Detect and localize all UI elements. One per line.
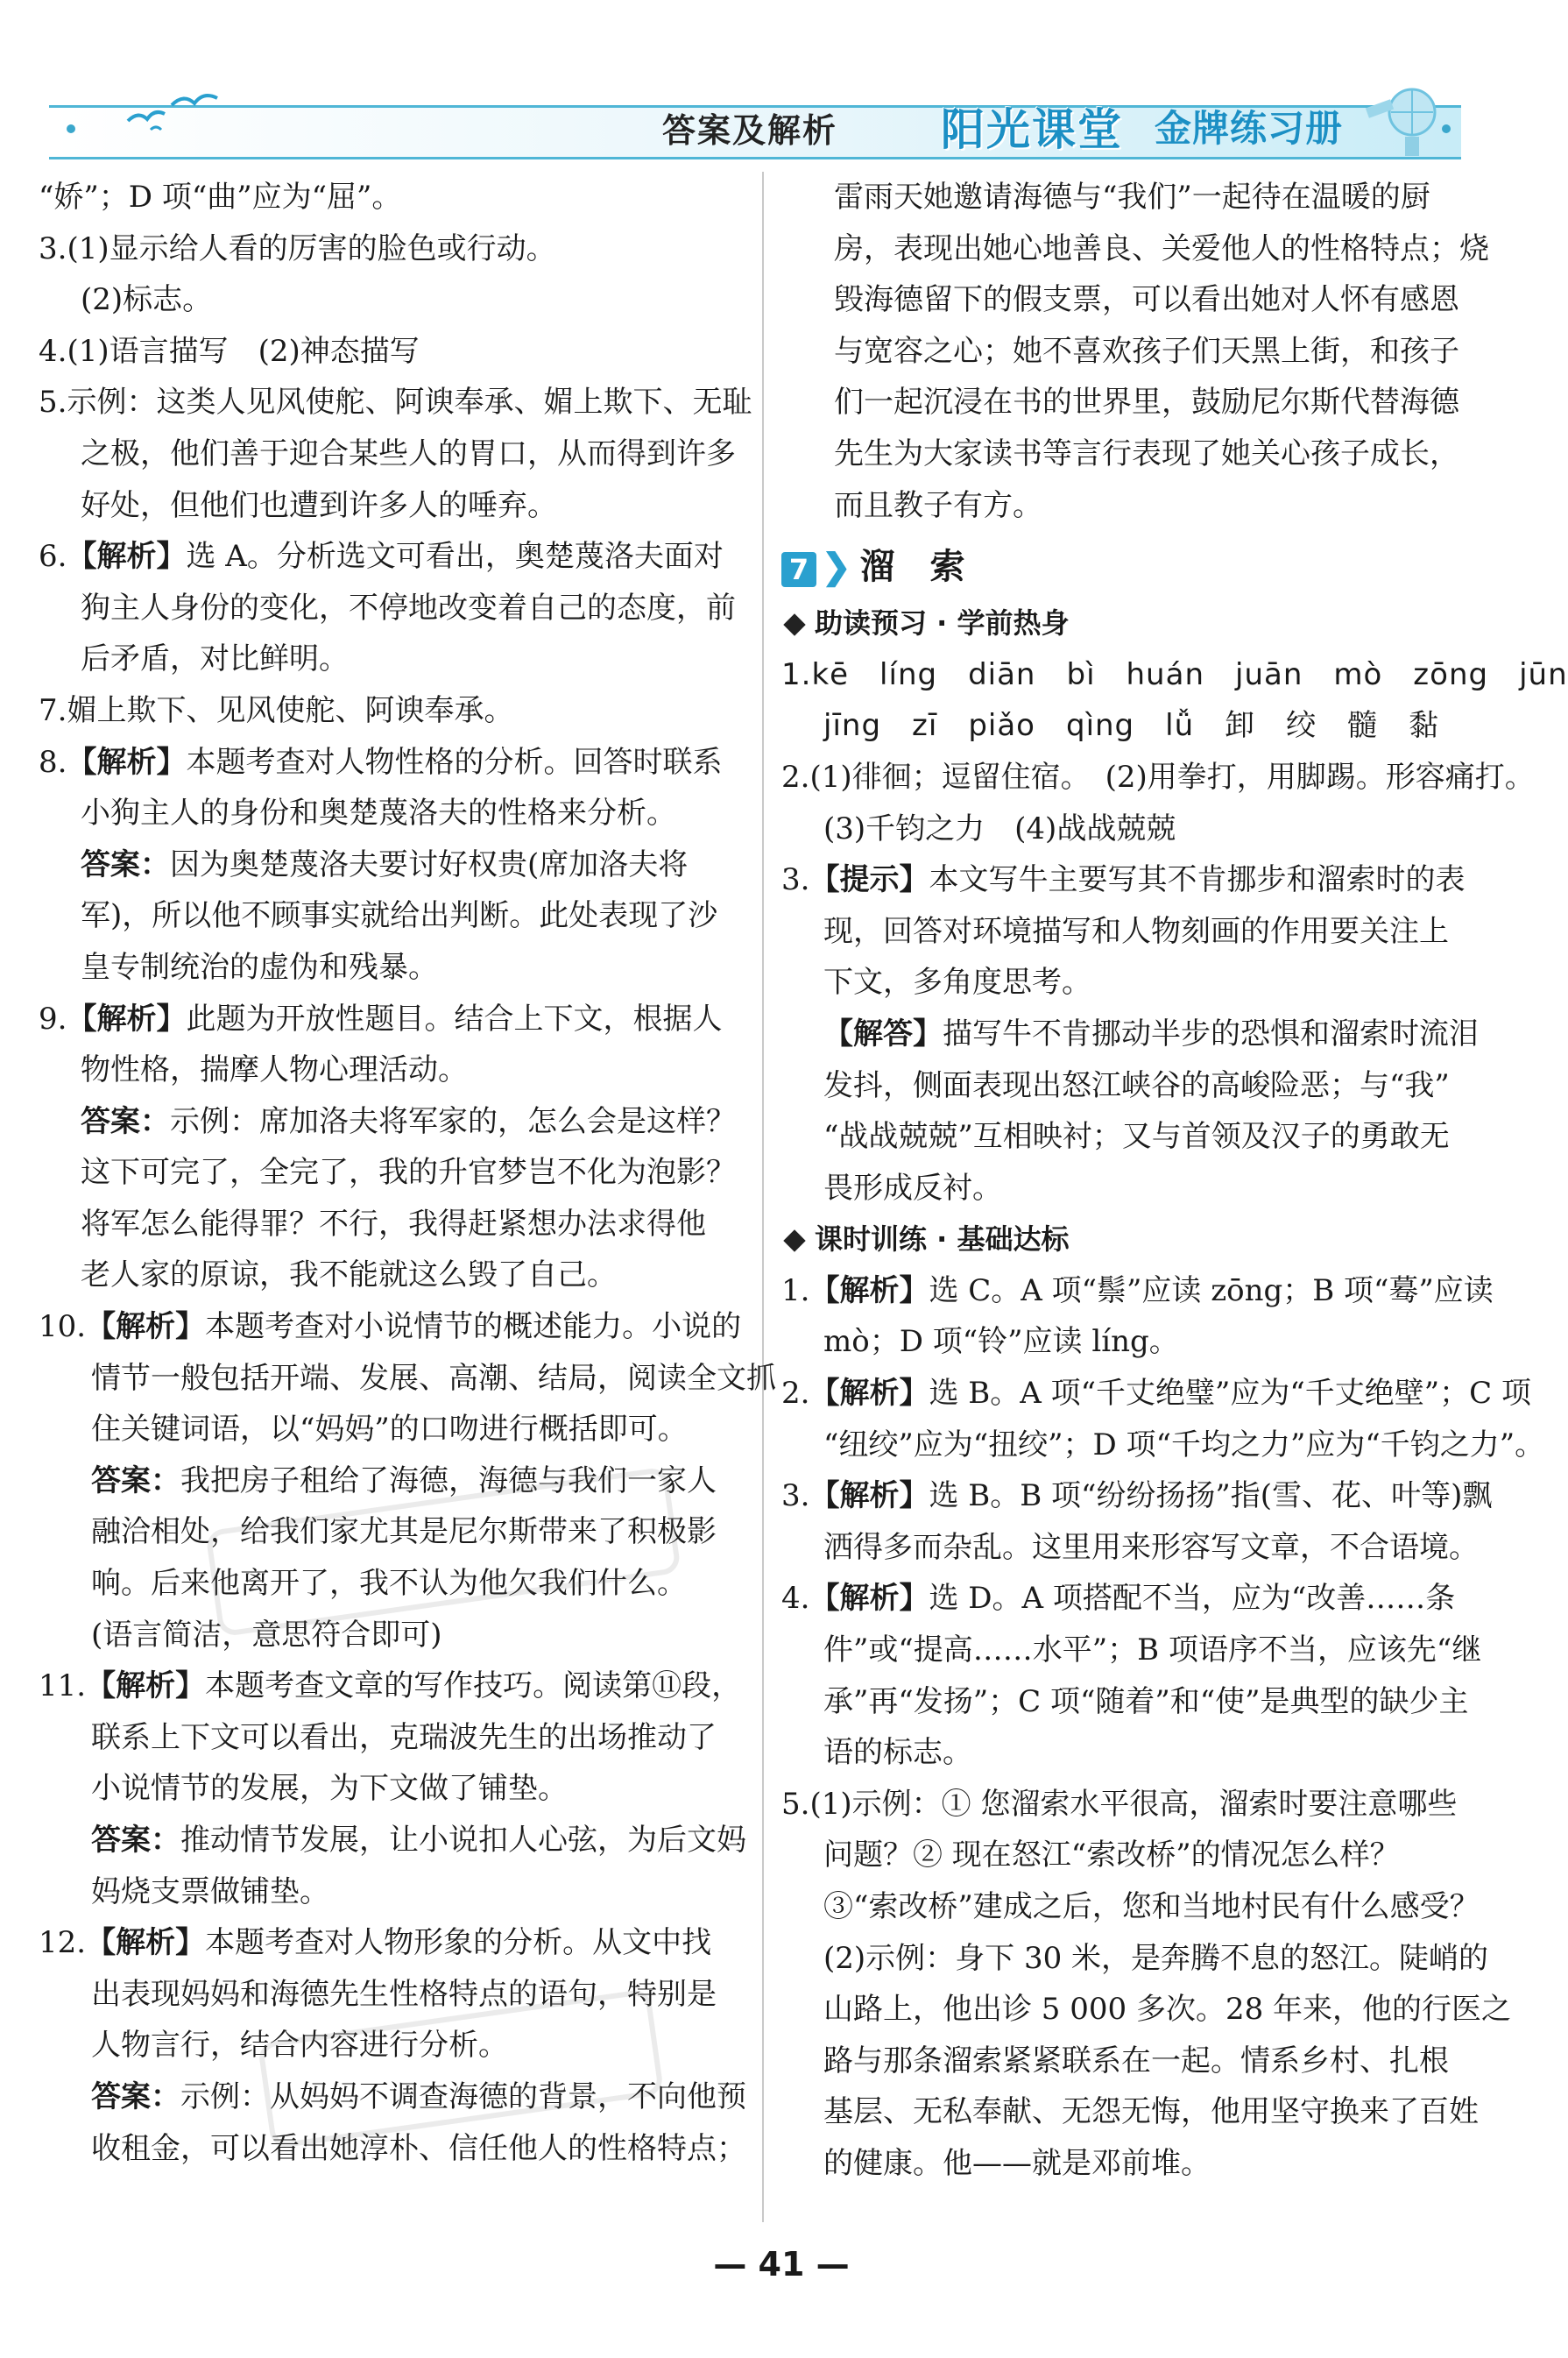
answer-line: 毁海德留下的假支票，可以看出她对人怀有感恩 (834, 282, 1459, 318)
answer-line: 人物言行，结合内容进行分析。 (91, 2028, 508, 2064)
answer-line: 洒得多而杂乱。这里用来形容写文章，不合语境。 (823, 1529, 1479, 1565)
answer-line: 妈烧支票做铺垫。 (91, 1873, 329, 1909)
answer-line: 收租金，可以看出她淳朴、信任他人的性格特点； (91, 2130, 746, 2166)
answer-line: 7.媚上欺下、见风使舵、阿谀奉承。 (39, 692, 514, 728)
answer-line: 的健康。他——就是邓前堆。 (823, 2145, 1211, 2181)
answer-tag: 【解析】 (809, 1272, 929, 1308)
answer-line: 1.kē líng diān bì huán juān mò zōng jūn (781, 656, 1568, 692)
answer-line: 基层、无私奉献、无怨无悔，他用坚守换来了百姓 (823, 2094, 1479, 2130)
answer-line: 10.【解析】本题考查对小说情节的概述能力。小说的 (39, 1309, 742, 1345)
answer-line: (2)示例：身下 30 米，是奔腾不息的怒江。陡峭的 (823, 1940, 1489, 1976)
answer-line: 雷雨天她邀请海德与“我们”一起待在温暖的厨 (834, 180, 1430, 215)
answer-line: 4.【解析】选 D。A 项搭配不当，应为“改善……条 (781, 1581, 1456, 1617)
answer-line: ③“索改桥”建成之后，您和当地村民有什么感受？ (823, 1889, 1480, 1924)
answer-line: “娇”；D 项“曲”应为“屈”。 (39, 180, 402, 215)
answer-tag: 答案： (81, 846, 170, 882)
answer-line: 答案：我把房子租给了海德，海德与我们一家人 (91, 1462, 717, 1498)
answer-tag: 【解析】 (86, 1668, 206, 1704)
answer-tag: 【解析】 (67, 1001, 187, 1037)
answer-line: 2.【解析】选 B。A 项“千丈绝璧”应为“千丈绝壁”；C 项 (781, 1376, 1531, 1412)
answer-line: 先生为大家读书等言行表现了她关心孩子成长， (834, 435, 1459, 471)
answer-line: 现，回答对环境描写和人物刻画的作用要关注上 (823, 913, 1449, 949)
answer-line: 承”再“发扬”；C 项“随着”和“使”是典型的缺少主 (823, 1683, 1469, 1719)
answer-line: 6.【解析】选 A。分析选文可看出，奥楚蔑洛夫面对 (39, 539, 724, 575)
header-brand: 阳光课堂 (941, 104, 1123, 155)
answer-line: 12.【解析】本题考查对人物形象的分析。从文中找 (39, 1925, 712, 1961)
section-number: 7 (781, 552, 816, 587)
answer-line: 答案：示例：从妈妈不调查海德的背景，不向他预 (91, 2078, 746, 2114)
answer-line: 1.【解析】选 C。A 项“鬃”应读 zōng；B 项“蓦”应读 (781, 1272, 1494, 1308)
answer-line: 将军怎么能得罪？不行，我得赶紧想办法求得他 (81, 1206, 706, 1242)
answer-line: 发抖，侧面表现出怒江峡谷的高峻险恶；与“我” (823, 1067, 1450, 1103)
answer-line: 4.(1)语言描写 (2)神态描写 (39, 333, 420, 369)
answer-line: 融洽相处，给我们家尤其是尼尔斯带来了积极影 (91, 1514, 717, 1550)
answer-line: 路与那条溜索紧紧联系在一起。情系乡村、扎根 (823, 2043, 1449, 2078)
answer-line: 物性格，揣摩人物心理活动。 (81, 1052, 468, 1088)
answer-line: 3.【提示】本文写牛主要写其不肯挪步和溜索时的表 (781, 862, 1466, 898)
answer-line: 老人家的原谅，我不能就这么毁了自己。 (81, 1257, 617, 1293)
answer-line: jīng zī piǎo qìng lǚ 卸 绞 髓 黏 (823, 708, 1440, 744)
answer-line: 件”或“提高……水平”；B 项语序不当，应该先“继 (823, 1632, 1482, 1668)
answer-line: 出表现妈妈和海德先生性格特点的语句，特别是 (91, 1976, 717, 2012)
answer-line: 情节一般包括开端、发展、高潮、结局，阅读全文抓 (91, 1360, 776, 1396)
answer-tag: 【解析】 (86, 1309, 206, 1345)
answer-line: (3)千钧之力 (4)战战兢兢 (823, 811, 1176, 846)
column-divider (762, 172, 764, 2222)
answer-line: 与宽容之心；她不喜欢孩子们天黑上街，和孩子 (834, 333, 1459, 369)
left-column (39, 172, 776, 2174)
header-title: 答案及解析 (662, 111, 838, 150)
answer-line: 好处，但他们也遭到许多人的唾弃。 (81, 487, 557, 523)
chevron-right-icon: ❯ (822, 546, 851, 588)
answer-tag: 【解答】 (823, 1016, 943, 1052)
answer-tag: 【解析】 (67, 539, 187, 575)
header-subtitle: 金牌练习册 (1155, 107, 1344, 150)
answer-tag: 答案： (91, 1823, 180, 1858)
answer-tag: 【解析】 (809, 1376, 929, 1412)
answer-line: 2.(1)徘徊；逗留住宿。 (2)用拳打，用脚踢。形容痛打。 (781, 759, 1535, 795)
answer-line: mò；D 项“铃”应读 líng。 (823, 1324, 1179, 1360)
right-column (781, 172, 1568, 2190)
answer-line: 9.【解析】此题为开放性题目。结合上下文，根据人 (39, 1001, 723, 1037)
sub-heading-text: 课时训练 · 基础达标 (815, 1222, 1070, 1257)
answer-line: 房，表现出她心地善良、关爱他人的性格特点；烧 (834, 230, 1489, 266)
answer-tag: 答案： (91, 1462, 180, 1498)
answer-line: 11.【解析】本题考查文章的写作技巧。阅读第⑪段， (39, 1668, 742, 1704)
answer-line: “战战兢兢”互相映衬；又与首领及汉子的勇敢无 (823, 1119, 1450, 1155)
birds-icon (119, 86, 233, 138)
answer-tag: 答案： (81, 1103, 170, 1139)
sub-heading-text: 助读预习 · 学前热身 (815, 606, 1070, 641)
answer-line: 5.示例：这类人见风使舵、阿谀奉承、媚上欺下、无耻 (39, 385, 752, 421)
answer-line: 小说情节的发展，为下文做了铺垫。 (91, 1771, 568, 1807)
answer-line: 联系上下文可以看出，克瑞波先生的出场推动了 (91, 1719, 717, 1755)
sub-heading (781, 598, 1465, 649)
page-header (49, 86, 1461, 161)
answer-line: 响。后来他离开了，我不认为他欠我们什么。 (91, 1566, 687, 1602)
globe-telescope-icon (1354, 86, 1451, 161)
answer-line: 语的标志。 (823, 1735, 972, 1771)
diamond-icon (783, 613, 805, 635)
sub-heading (781, 1214, 1465, 1265)
answer-line: 之极，他们善于迎合某些人的胃口，从而得到许多 (81, 435, 736, 471)
answer-line: 军)，所以他不顾事实就给出判断。此处表现了沙 (81, 898, 718, 934)
answer-tag: 【解析】 (809, 1478, 929, 1514)
answer-line: 后矛盾，对比鲜明。 (81, 641, 349, 677)
answer-line: “纽绞”应为“扭绞”；D 项“千均之力”应为“千钧之力”。 (823, 1427, 1545, 1462)
answer-line: 这下可完了，全完了，我的升官梦岂不化为泡影？ (81, 1155, 736, 1191)
answer-tag: 【提示】 (809, 862, 929, 898)
answer-line: (2)标志。 (81, 282, 213, 318)
page-number: — 41 — (713, 2245, 850, 2284)
answer-tag: 答案： (91, 2078, 180, 2114)
answer-line: 住关键词语，以“妈妈”的口吻进行概括即可。 (91, 1412, 688, 1448)
answer-tag: 【解析】 (809, 1581, 929, 1617)
answer-tag: 【解析】 (67, 744, 187, 780)
answer-line: 3.【解析】选 B。B 项“纷纷扬扬”指(雪、花、叶等)飘 (781, 1478, 1493, 1514)
header-dot-left (67, 124, 75, 133)
answer-line: (语言简洁，意思符合即可) (91, 1617, 442, 1653)
answer-line: 而且教子有方。 (834, 487, 1042, 523)
section-title-text: 溜 索 (859, 546, 965, 588)
answer-line: 狗主人身份的变化，不停地改变着自己的态度，前 (81, 590, 736, 626)
answer-line: 畏形成反衬。 (823, 1170, 1002, 1206)
answer-line: 答案：因为奥楚蔑洛夫要讨好权贵(席加洛夫将 (81, 846, 689, 882)
answer-line: 山路上，他出诊 5 000 多次。28 年来，他的行医之 (823, 1992, 1512, 2028)
answer-line: 【解答】描写牛不肯挪动半步的恐惧和溜索时流泪 (823, 1016, 1479, 1052)
answer-tag: 【解析】 (86, 1925, 206, 1961)
answer-line: 答案：示例：席加洛夫将军家的，怎么会是这样？ (81, 1103, 736, 1139)
answer-line: 答案：推动情节发展，让小说扣人心弦，为后文妈 (91, 1823, 746, 1858)
section-title (781, 536, 1465, 598)
answer-line: 8.【解析】本题考查对人物性格的分析。回答时联系 (39, 744, 723, 780)
answer-line: 们一起沉浸在书的世界里，鼓励尼尔斯代替海德 (834, 385, 1459, 421)
answer-line: 下文，多角度思考。 (823, 965, 1091, 1001)
diamond-icon (783, 1230, 805, 1252)
answer-line: 小狗主人的身份和奥楚蔑洛夫的性格来分析。 (81, 796, 676, 832)
answer-line: 3.(1)显示给人看的厉害的脸色或行动。 (39, 230, 556, 266)
answer-line: 皇专制统治的虚伪和残暴。 (81, 949, 438, 985)
answer-line: 问题？② 现在怒江“索改桥”的情况怎么样？ (823, 1838, 1400, 1873)
answer-line: 5.(1)示例：① 您溜索水平很高，溜索时要注意哪些 (781, 1786, 1458, 1822)
